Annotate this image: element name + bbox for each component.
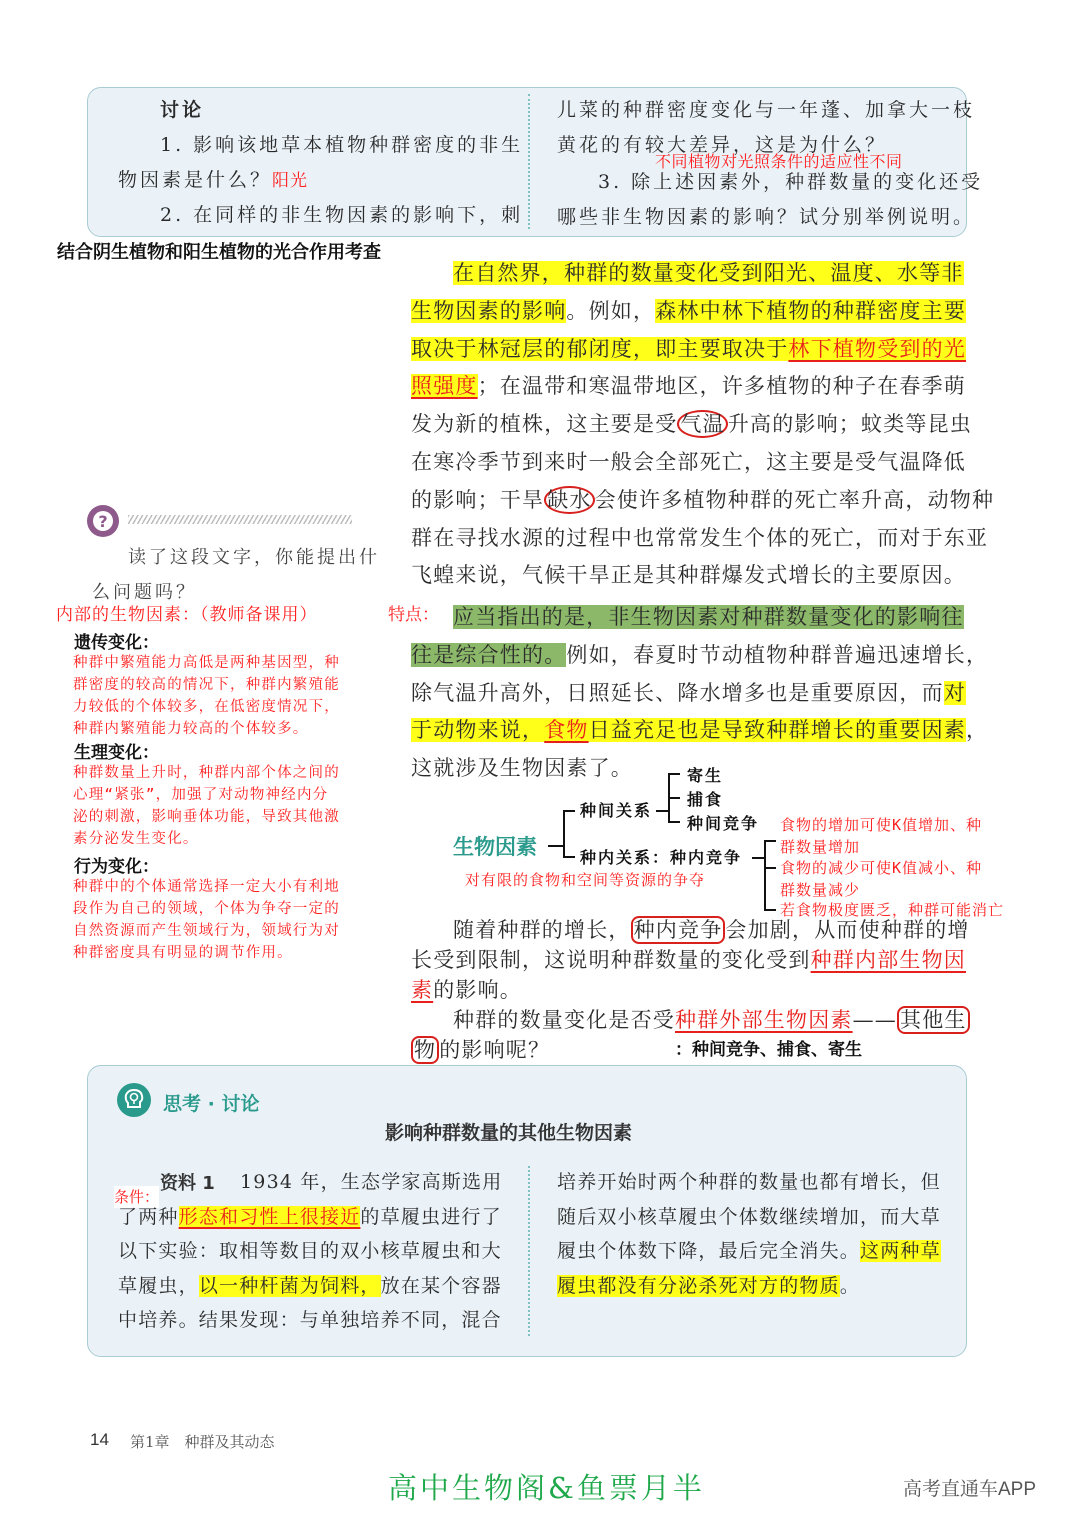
text-line bbox=[240, 1167, 502, 1197]
margin-question-line2: 么问题吗？ bbox=[92, 582, 197, 603]
marked-text: 缺水 bbox=[544, 486, 594, 514]
text-line bbox=[411, 371, 966, 401]
think-discuss-label: 思考 · 讨论 bbox=[163, 1093, 260, 1115]
text-span: 草履虫， bbox=[118, 1274, 199, 1297]
text-span: 种群的数量变化是否受 bbox=[453, 1008, 675, 1032]
external-factor-note: ：种间竞争、捕食、寄生 bbox=[675, 1040, 862, 1060]
teacher-note-line: 心理“紧张”，加强了对动物神经内分 bbox=[73, 787, 329, 803]
text-line bbox=[411, 715, 988, 745]
svg-text:?: ? bbox=[98, 512, 108, 531]
text-span: 例如，春夏时节动植物种群普遍迅速增长， bbox=[566, 642, 989, 667]
text-line bbox=[453, 602, 964, 632]
text-span: 会使许多植物种群的死亡率升高，动物种 bbox=[594, 487, 995, 512]
marked-text: 素 bbox=[411, 978, 434, 1002]
tree-root: 生物因素 bbox=[453, 835, 537, 859]
tree-interspecific-competition: 种间竞争 bbox=[687, 814, 760, 833]
text-line bbox=[118, 1202, 502, 1232]
column-divider bbox=[528, 94, 530, 229]
text-span: 放在某个容器 bbox=[380, 1274, 502, 1297]
watermark-right: 高考直通车APP bbox=[903, 1479, 1037, 1500]
tree-intraspecific-note: 对有限的食物和空间等资源的争夺 bbox=[465, 871, 706, 889]
q1-text: 物因素是什么？ bbox=[118, 169, 273, 191]
marked-text: 对 bbox=[943, 680, 967, 705]
text-span: 的影响；干旱 bbox=[411, 487, 545, 512]
marked-text: 种群内部生物因 bbox=[810, 948, 967, 972]
text-span: 1934 年，生态学家高斯选用 bbox=[240, 1171, 503, 1193]
text-line bbox=[557, 1167, 941, 1197]
marked-text: 履虫都没有分泌杀死对方的物质 bbox=[557, 1274, 840, 1297]
text-line bbox=[411, 975, 522, 1005]
tree-intraspecific: 种内关系：种内竞争 bbox=[580, 848, 743, 867]
teacher-note-line: 段作为自己的领域，个体为争夺一定的 bbox=[73, 901, 340, 917]
text-span: 。 bbox=[839, 1274, 861, 1297]
text-span: 中培养。结果发现：与单独培养不同，混合 bbox=[118, 1309, 502, 1331]
text-line bbox=[453, 915, 970, 945]
discussion-q1-line2 bbox=[118, 162, 308, 198]
marked-text: 气温 bbox=[677, 410, 727, 438]
marked-text: 林下植物受到的光 bbox=[788, 336, 967, 361]
text-line bbox=[411, 945, 966, 975]
tree-interspecific: 种间关系 bbox=[580, 801, 653, 820]
marked-text: 在自然界，种群的数量变化受到阳光、温度、水等非 bbox=[453, 261, 964, 285]
text-line bbox=[557, 1202, 941, 1232]
text-line bbox=[411, 753, 633, 783]
marked-text: 这两种草 bbox=[860, 1240, 941, 1262]
lightbulb-head-icon bbox=[117, 1083, 151, 1117]
side-note-heading: 结合阴生植物和阳生植物的光合作用考查 bbox=[57, 242, 381, 263]
text-line bbox=[411, 334, 966, 364]
text-span: 培养开始时两个种群的数量也都有增长，但 bbox=[557, 1171, 941, 1193]
text-span: 长受到限制，这说明种群数量的变化受到 bbox=[411, 948, 811, 972]
text-span: ， bbox=[966, 718, 989, 743]
tree-food-scarce: 若食物极度匮乏，种群可能消亡 bbox=[780, 901, 1005, 919]
text-line bbox=[453, 1005, 970, 1035]
text-span: 这就涉及生物因素了。 bbox=[411, 756, 633, 781]
marked-text: 食物 bbox=[544, 718, 589, 743]
discussion-q3-line2: 哪些非生物因素的影响？试分别举例说明。 bbox=[557, 206, 976, 228]
material-label: 资料 1 bbox=[160, 1173, 215, 1194]
marked-text: 种群外部生物因素 bbox=[675, 1008, 853, 1032]
marked-text: 应当指出的是，非生物因素对种群数量变化的影响往 bbox=[453, 605, 964, 629]
text-line bbox=[411, 409, 972, 439]
teacher-notes-heading: 内部的生物因素：（教师备课用） bbox=[56, 605, 318, 625]
tree-predation: 捕食 bbox=[687, 790, 724, 809]
text-line bbox=[411, 447, 966, 477]
marked-text: 物 bbox=[411, 1036, 439, 1064]
teacher-note-line: 种群内繁殖能力较高的个体较多。 bbox=[73, 721, 309, 737]
text-span: 会加剧，从而使种群的增 bbox=[725, 918, 970, 942]
marked-text: 其他生 bbox=[897, 1006, 970, 1034]
text-span: 升高的影响；蚊类等昆虫 bbox=[727, 412, 973, 437]
condition-annotation: 条件： bbox=[114, 1188, 160, 1206]
discussion-q2-line1: 2. 在同样的非生物因素的影响下，刺 bbox=[160, 204, 524, 226]
discussion-q2-line2: 儿菜的种群密度变化与一年蓬、加拿大一枝 bbox=[557, 99, 976, 121]
teacher-note-line: 素分泌发生变化。 bbox=[73, 831, 199, 847]
text-span: 的草履虫进行了 bbox=[360, 1205, 502, 1228]
text-span: 发为新的植株，这主要是受 bbox=[411, 412, 678, 437]
tree-parasitism: 寄生 bbox=[687, 766, 724, 785]
text-line bbox=[411, 678, 966, 708]
marked-text: 形态和习性上很接近 bbox=[178, 1205, 361, 1228]
column-divider bbox=[528, 1166, 530, 1336]
text-line bbox=[118, 1271, 502, 1301]
teacher-note-line: 力较低的个体较多，在低密度情况下， bbox=[73, 699, 340, 715]
text-line bbox=[411, 560, 966, 590]
text-span: —— bbox=[852, 1008, 898, 1032]
tree-food-increase: 食物的增加可使K值增加、种 群数量增加 bbox=[780, 816, 983, 856]
teacher-note-line: 种群中的个体通常选择一定大小有利地 bbox=[73, 879, 340, 895]
text-line bbox=[557, 1236, 941, 1266]
think-discuss-title: 影响种群数量的其他生物因素 bbox=[385, 1122, 633, 1144]
text-span: 的影响呢？ bbox=[439, 1038, 551, 1062]
marked-text: 以一种杆菌为饲料， bbox=[198, 1274, 381, 1297]
teacher-note-line: 种群中繁殖能力高低是两种基因型，种 bbox=[73, 655, 340, 671]
tree-food-decrease: 食物的减少可使K值减小、种 群数量减少 bbox=[780, 859, 983, 899]
text-line bbox=[557, 1271, 860, 1301]
marked-text: 生物因素的影响 bbox=[411, 298, 567, 323]
discussion-q3-line1: 3. 除上述因素外，种群数量的变化还受 bbox=[598, 171, 984, 193]
marked-text: 日益充足也是导致种群增长的重要因素 bbox=[588, 718, 967, 743]
feature-label: 特点： bbox=[388, 605, 439, 625]
page-number: 14 bbox=[90, 1430, 109, 1449]
text-span: 以下实验：取相等数目的双小核草履虫和大 bbox=[118, 1240, 502, 1262]
q1-answer-annotation: 阳光 bbox=[272, 171, 309, 191]
q2-answer-annotation: 不同植物对光照条件的适应性不同 bbox=[655, 152, 903, 171]
text-span: 群在寻找水源的过程中也常常发生个体的死亡，而对于东亚 bbox=[411, 525, 989, 550]
text-span: 除气温升高外，日照延长、降水增多也是重要原因，而 bbox=[411, 680, 944, 705]
discussion-title: 讨论 bbox=[160, 99, 205, 121]
text-span: 。例如， bbox=[566, 298, 656, 323]
marked-text: 取决于林冠层的郁闭度，即主要取决于 bbox=[411, 336, 789, 361]
teacher-note-line: 种群数量上升时，种群内部个体之间的 bbox=[73, 765, 340, 781]
chapter-title: 第1章 种群及其动态 bbox=[130, 1433, 275, 1451]
discussion-q1-line1: 1. 影响该地草本植物种群密度的非生 bbox=[160, 134, 524, 156]
marked-text: 种内竞争 bbox=[631, 916, 726, 944]
discussion-q2-line3: 黄花的有较大差异，这是为什么？ bbox=[557, 134, 888, 156]
text-line bbox=[411, 485, 994, 515]
text-span: 飞蝗来说，气候干旱正是其种群爆发式增长的主要原因。 bbox=[411, 563, 966, 588]
teacher-note-line: 种群密度具有明显的调节作用。 bbox=[73, 945, 293, 961]
margin-question-line1: 读了这段文字，你能提出什 bbox=[128, 547, 380, 568]
text-line bbox=[118, 1305, 502, 1335]
text-line bbox=[118, 1236, 502, 1266]
text-line bbox=[411, 1035, 550, 1065]
text-span: 了两种 bbox=[118, 1205, 179, 1228]
text-span: 随着种群的增长， bbox=[453, 918, 631, 942]
teacher-note-line: 群密度的较高的情况下，种群内繁殖能 bbox=[73, 677, 340, 693]
marked-text: 于动物来说， bbox=[411, 718, 545, 743]
teacher-note-line: 自然资源而产生领域行为，领域行为对 bbox=[73, 923, 340, 939]
marked-text: 照强度 bbox=[411, 374, 478, 399]
hatched-divider bbox=[128, 515, 352, 524]
text-span: ；在温带和寒温带地区，许多植物的种子在春季萌 bbox=[477, 374, 967, 399]
watermark-center: 高中生物阁&鱼票月半 bbox=[388, 1471, 705, 1505]
teacher-note-line: 泌的刺激，影响垂体功能，导致其他激 bbox=[73, 809, 340, 825]
text-line bbox=[411, 523, 988, 553]
teacher-note-section-title: 遗传变化： bbox=[74, 633, 159, 653]
text-span: 随后双小核草履虫个体数继续增加，而大草 bbox=[557, 1205, 941, 1228]
text-span: 的影响。 bbox=[433, 978, 523, 1002]
marked-text: 森林中林下植物的种群密度主要 bbox=[655, 298, 967, 323]
teacher-note-section-title: 生理变化： bbox=[74, 743, 159, 763]
marked-text: 往是综合性的。 bbox=[411, 642, 567, 667]
text-line bbox=[411, 296, 966, 326]
question-icon bbox=[86, 504, 120, 538]
text-line bbox=[411, 640, 988, 670]
text-line bbox=[453, 258, 964, 288]
text-span: 在寒冷季节到来时一般会全部死亡，这主要是受气温降低 bbox=[411, 450, 966, 474]
text-span: 履虫个体数下降，最后完全消失。 bbox=[557, 1240, 861, 1262]
teacher-note-section-title: 行为变化： bbox=[74, 857, 159, 877]
